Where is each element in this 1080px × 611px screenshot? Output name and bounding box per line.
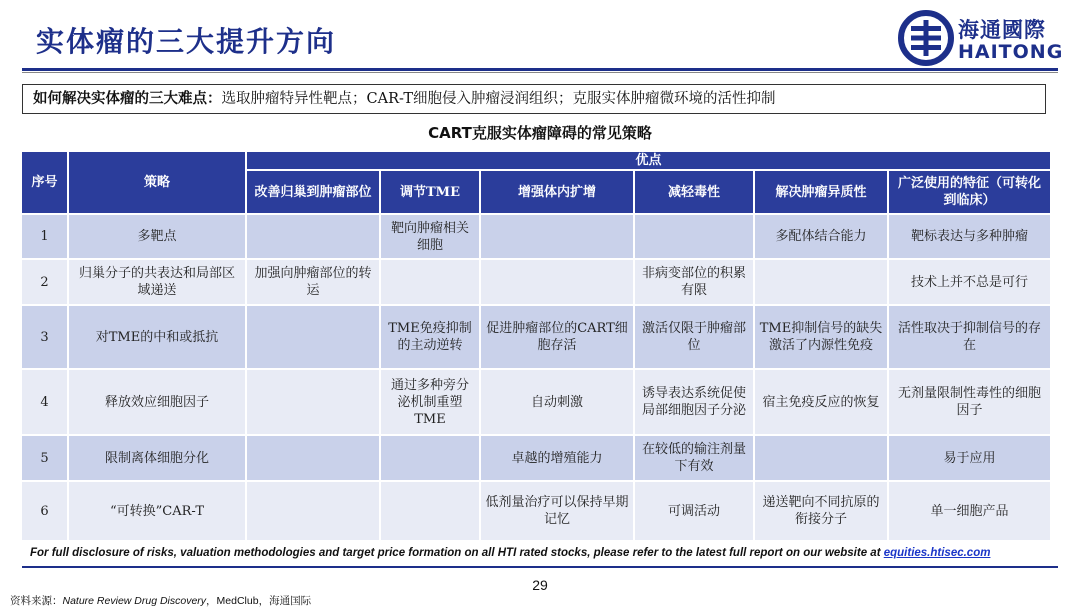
- table-cell: [246, 214, 380, 259]
- table-row: [21, 259, 1051, 305]
- source-journal: Nature Review Drug Discovery: [62, 595, 207, 607]
- table-cell: [754, 435, 888, 481]
- table-cell: 递送靶向不同抗原的衔接分子: [754, 481, 888, 541]
- table-row: [21, 435, 1051, 481]
- table-row: [21, 369, 1051, 435]
- subheader-toxicity: 减轻毒性: [634, 170, 754, 214]
- disclaimer-text: For full disclosure of risks, valuation methodologies and target price formation on all HTI rated stocks, please refer to the latest full report on our website at: [30, 547, 884, 559]
- row-index: 5: [21, 435, 68, 481]
- strategy-table: [20, 150, 1052, 542]
- table-cell: TME免疫抑制的主动逆转: [380, 305, 480, 369]
- table-cell: 低剂量治疗可以保持早期记忆: [480, 481, 634, 541]
- table-cell: [246, 305, 380, 369]
- table-cell: [380, 435, 480, 481]
- source-rest: ，MedClub，海通国际: [206, 595, 312, 607]
- disclaimer: [30, 547, 1030, 559]
- table-row: [21, 214, 1051, 259]
- header-advantages: 优点: [246, 151, 1051, 170]
- table-row: [21, 481, 1051, 541]
- problem-statement: [22, 84, 1046, 114]
- table-cell: 宿主免疫反应的恢复: [754, 369, 888, 435]
- page-number: 29: [532, 577, 548, 593]
- table-cell: 卓越的增殖能力: [480, 435, 634, 481]
- problem-label: 如何解决实体瘤的三大难点：: [33, 90, 222, 107]
- source-note: [10, 593, 311, 608]
- table-cell: [754, 259, 888, 305]
- row-index: 4: [21, 369, 68, 435]
- table-cell: 在较低的输注剂量下有效: [634, 435, 754, 481]
- table-cell: 无剂量限制性毒性的细胞因子: [888, 369, 1051, 435]
- table-cell: 加强向肿瘤部位的转运: [246, 259, 380, 305]
- header-divider: [22, 68, 1058, 71]
- table-cell: [380, 481, 480, 541]
- table-row: [21, 305, 1051, 369]
- row-index: 2: [21, 259, 68, 305]
- subheader-expansion: 增强体内扩增: [480, 170, 634, 214]
- table-cell: 多配体结合能力: [754, 214, 888, 259]
- subheader-tme: 调节TME: [380, 170, 480, 214]
- table-cell: 技术上并不总是可行: [888, 259, 1051, 305]
- table-cell: [480, 214, 634, 259]
- subheader-homing: 改善归巢到肿瘤部位: [246, 170, 380, 214]
- row-index: 3: [21, 305, 68, 369]
- header-row-top: [21, 151, 1051, 170]
- table-cell: [246, 435, 380, 481]
- row-strategy: 多靶点: [68, 214, 246, 259]
- subheader-heterogeneity: 解决肿瘤异质性: [754, 170, 888, 214]
- table-cell: 诱导表达系统促使局部细胞因子分泌: [634, 369, 754, 435]
- row-index: 6: [21, 481, 68, 541]
- table-cell: 自动刺激: [480, 369, 634, 435]
- table-cell: [246, 481, 380, 541]
- table-cell: 促进肿瘤部位的CART细胞存活: [480, 305, 634, 369]
- header-divider-thin: [22, 72, 1058, 73]
- haitong-logo: [898, 8, 1063, 68]
- header-strategy: 策略: [68, 151, 246, 214]
- header-index: 序号: [21, 151, 68, 214]
- table-cell: 靶向肿瘤相关细胞: [380, 214, 480, 259]
- problem-text: 选取肿瘤特异性靶点；CAR-T细胞侵入肿瘤浸润组织；克服实体肿瘤微环境的活性抑制: [221, 91, 776, 107]
- row-strategy: 释放效应细胞因子: [68, 369, 246, 435]
- table-cell: 通过多种旁分泌机制重塑TME: [380, 369, 480, 435]
- table-cell: [480, 259, 634, 305]
- table-cell: 易于应用: [888, 435, 1051, 481]
- page-title: 实体瘤的三大提升方向: [36, 25, 337, 58]
- logo-chinese-text: 海通國際: [958, 18, 1046, 42]
- source-label: 资料来源：: [10, 595, 63, 607]
- website-link[interactable]: equities.htisec.com: [883, 547, 991, 559]
- logo-english-text: HAITONG: [958, 41, 1064, 63]
- table-cell: 激活仅限于肿瘤部位: [634, 305, 754, 369]
- footer-divider: [22, 566, 1058, 568]
- table-cell: 单一细胞产品: [888, 481, 1051, 541]
- table-title: CART克服实体瘤障碍的常见策略: [428, 124, 652, 142]
- table-cell: TME抑制信号的缺失激活了内源性免疫: [754, 305, 888, 369]
- row-strategy: 对TME的中和或抵抗: [68, 305, 246, 369]
- table-cell: [246, 369, 380, 435]
- row-strategy: 限制离体细胞分化: [68, 435, 246, 481]
- row-index: 1: [21, 214, 68, 259]
- table-cell: [634, 214, 754, 259]
- table-cell: 靶标表达与多种肿瘤: [888, 214, 1051, 259]
- row-strategy: 归巢分子的共表达和局部区域递送: [68, 259, 246, 305]
- haitong-emblem-icon: [898, 10, 954, 66]
- row-strategy: “可转换”CAR-T: [68, 481, 246, 541]
- table-cell: 可调活动: [634, 481, 754, 541]
- subheader-translation: 广泛使用的特征（可转化到临床）: [888, 170, 1051, 214]
- table-cell: 非病变部位的积累有限: [634, 259, 754, 305]
- table-cell: [380, 259, 480, 305]
- table-cell: 活性取决于抑制信号的存在: [888, 305, 1051, 369]
